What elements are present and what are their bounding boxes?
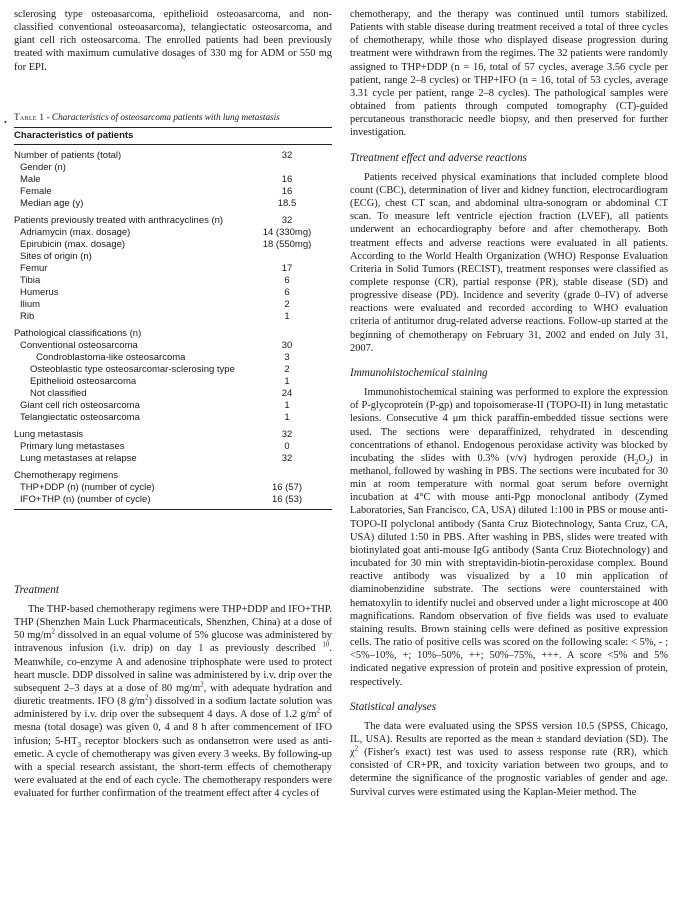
row-value: 3 <box>284 351 290 363</box>
table1 <box>14 127 332 510</box>
row-value: 32 <box>281 428 293 440</box>
row-label: Femur <box>20 262 48 274</box>
row-value: 16 <box>281 185 293 197</box>
row-label: Sites of origin (n) <box>20 250 92 262</box>
table-row <box>14 424 332 441</box>
row-value: 6 <box>284 274 290 286</box>
table-row <box>14 453 332 465</box>
row-label: Osteoblastic type osteosarcomar-sclerosing type <box>30 363 235 375</box>
row-value <box>242 323 332 340</box>
table-row <box>14 227 332 239</box>
row-value: 32 <box>281 149 293 161</box>
table-row <box>14 275 332 287</box>
row-value: 1 <box>284 399 290 411</box>
table-row <box>14 144 332 162</box>
effect-paragraph: Patients received physical examinations that included complete blood count (CBC), determination of liver and kidney function, electrocardiogram (ECG), chest CT scan, and abdominal ultra-sonogram or abdominal CT scan. To measure left ventricle ejection fraction (LVEF), all patients underwent an echocardiography before and after chemotherapy. Both treatment effects and adverse reactions were evaluated in all patients. According to the World Health Organization (WHO) Response Evaluation Criteria in Solid Tumors (RECIST), treatment responses were classified as complete response (CR), partial response (PR), stable disease (SD) and progressive disease (PD). Incidence and severity (grade 0–IV) of adverse reactions were evaluated and recorded according to WHO evaluation criteria of antitumor drug-related adverse reactions. Follow-up started at the beginning of chemotherapy on February 31, 2002 and ended on July 31, 2007. <box>350 171 668 354</box>
row-label: THP+DDP (n) (number of cycle) <box>20 481 155 493</box>
table-row <box>14 412 332 424</box>
table-row <box>14 287 332 299</box>
row-label: Not classified <box>30 387 87 399</box>
row-value: 30 <box>281 339 293 351</box>
table-row <box>14 388 332 400</box>
row-value: 1 <box>284 310 290 322</box>
table-row <box>14 441 332 453</box>
row-label: Ilium <box>20 298 41 310</box>
row-label: Humerus <box>20 286 59 298</box>
row-label: Telangiectatic osteosarcoma <box>20 411 140 423</box>
table-row <box>14 352 332 364</box>
treatment-paragraph: The THP-based chemotherapy regimens were THP+DDP and IFO+THP. THP (Shenzhen Main Luck Pharmaceuticals, Shenzhen, China) at a dose of 50 $mg/m^2$ dissolved in an equal volume of 5% glucose was administered by intravenous infusion (i.v. drip) on day 1 as previously described $^{10}$. Meanwhile, co-enzyme A and adenosine triphosphate were used to protect heart muscle. DDP dissolved in saline was administered by i.v. drip over the subsequent 2–3 days at a dose of 80 $mg/m^2$, with adequate hydration and diuretic treatments. IFO (8 $g/m^2$) dissolved in a sodium lactate solution was administered by i.v. drip over the subsequent 4 days. A dose of 1.2 $g/m^2$ of mesna (total dosage) was given 0, 4 and 8 h after commencement of IFO infusion; $5-HT_3$ receptor blockers such as ondansetron were used as anti-emetic. A cycle of chemotherapy was given every 3 weeks. By following-up with a special research assistant, the short-term effects of chemotherapy were evaluated at the end of each cycle. The chemotherapy responders were evaluated for further confirmation of the treatment effect after 4 cycles of <box>14 603 332 800</box>
table1-header: Characteristics of patients <box>14 127 332 144</box>
ihc-paragraph: Immunohistochemical staining was performed to explore the expression of P-glycoprotein (P-gp) and topoisomerase-II (TOPO-II) in lung metastatic lesions. Consecutive 4 μm thick paraffin-embedded tissue sections were used. The sections were deparaffinized, rehydrated in descending concentrations of ethanol. Endogenous peroxidase activity was blocked by incubating the slides with 0.3% (v/v) hydrogen peroxide $(H_2O_2)$ in methanol, followed by washing in PBS. The sections were incubated for 30 min at room temperature with normal goat serum before overnight incubation at 4°C with mouse anti-Pgp monoclonal antibody (Zymed Laboratories, San Francisco, CA, USA) diluted 1:100 in PBS or mouse anti-TOPO-II polyclonal antibody (Santa Cruz Biotechnology, Santa Cruz, CA, USA) diluted 1:50 in PBS. After washing in PBS, slides were treated with biotinylated goat anti-mouse IgG antibody (Santa Cruz Biotechnology) and incubated for 30 min with streptavidin-biotin-peroxidase complex. Bound reactive antibody was visualized by a 10 min application of diaminobenzidine substrate. The sections were counterstained with hematoxylin to identify nuclei and observed under a light microscope at 400 magnifications. Random observation of five fields was used to evaluate staining results. Brown staining cells were defined as positive expression cells. The ratio of positive cells was scored on the following scale: < 5%, - ; <5%–10%, +; 10%–50%, ++; 50%–75%, +++. A score <5% and 5% indicated negative expression of protein and positive expression of protein, respectively. <box>350 387 668 688</box>
row-value <box>242 162 332 174</box>
table1-caption-text: - Characteristics of osteosarcoma patients with lung metastasis <box>44 111 280 122</box>
row-value <box>242 465 332 482</box>
row-label: Chemotherapy regimens <box>14 469 119 481</box>
row-value: 1 <box>284 411 290 423</box>
row-label: Number of patients (total) <box>14 149 122 161</box>
row-label: Condroblastoma-like osteosarcoma <box>36 351 186 363</box>
ihc-heading: Immunohistochemical staining <box>350 366 488 379</box>
row-label: Pathological classifications (n) <box>14 327 142 339</box>
left-column <box>14 8 332 800</box>
table-row <box>14 340 332 352</box>
row-value: 24 <box>281 387 293 399</box>
row-label: Adriamycin (max. dosage) <box>20 226 131 238</box>
left-intro-paragraph: sclerosing type osteoasarcoma, epithelioid osteoasarcoma, and non-classified conventional osteoasarcoma), telangiectatic osteosarcoma, and giant cell rich osteosarcoma. The enrolled patients had been previously treated with maximum cumulative dosages of 330 mg for ADM or 550 mg for EPI. <box>14 9 332 73</box>
row-value: 14 (330mg) <box>262 226 312 238</box>
table-row <box>14 251 332 263</box>
row-label: Epithelioid osteosarcoma <box>30 375 137 387</box>
row-label: Giant cell rich osteosarcoma <box>20 399 140 411</box>
right-intro-paragraph: chemotherapy, and the therapy was continued until tumors stabilized. Patients with stable disease during treatment received a total of three cycles of chemotherapy, while those who displayed disease progression during treatment were withdrawn from the regimes. The 32 patients were randomly assigned to THP+DDP (n = 16, total of 57 cycles, average 3.56 cycle per patient, range 2–8 cycles) or THP+IFO (n = 16, total of 53 cycles, average 3.31 cycle per patient, range 2–8 cycles). The pathological samples were obtained from patients through computed tomography (CT)-guided percutaneous transthoracic needle biopsy, and then preserved for further investigation. <box>350 9 668 139</box>
treatment-heading: Treatment <box>14 583 59 596</box>
row-label: Gender (n) <box>20 161 66 173</box>
table-row <box>14 494 332 510</box>
table-row <box>14 400 332 412</box>
row-value: 17 <box>281 262 293 274</box>
row-value: 2 <box>284 298 290 310</box>
stats-heading: Statistical analyses <box>350 700 437 713</box>
row-value: 18.5 <box>277 197 297 209</box>
table-row <box>14 162 332 174</box>
row-value: 32 <box>281 452 293 464</box>
right-column <box>350 8 668 799</box>
table-row <box>14 186 332 198</box>
row-label: Female <box>20 185 52 197</box>
row-label: Lung metastasis <box>14 428 84 440</box>
row-value: 16 <box>281 173 293 185</box>
table-row <box>14 210 332 227</box>
margin-mark: • <box>4 118 7 127</box>
table-row <box>14 376 332 388</box>
row-label: Epirubicin (max. dosage) <box>20 238 126 250</box>
row-value: 18 (550mg) <box>262 238 312 250</box>
table-row <box>14 364 332 376</box>
row-label: Median age (y) <box>20 197 84 209</box>
table-row <box>14 198 332 210</box>
table-row <box>14 239 332 251</box>
effect-heading: Ttreatment effect and adverse reactions <box>350 151 527 164</box>
table-row <box>14 482 332 494</box>
row-label: Patients previously treated with anthracyclines (n) <box>14 214 224 226</box>
table1-caption <box>14 112 332 123</box>
table-row <box>14 465 332 482</box>
row-label: Primary lung metastases <box>20 440 125 452</box>
row-value: 6 <box>284 286 290 298</box>
row-value: 1 <box>284 375 290 387</box>
row-value <box>242 251 332 263</box>
row-label: Conventional osteosarcoma <box>20 339 138 351</box>
stats-paragraph: The data were evaluated using the SPSS version 10.5 (SPSS, Chicago, IL, USA). Results are reported as the mean ± standard deviation (SD). The $\chi^2$ (Fisher's exact) test was used to assess response rate (RR), which consisted of CR+PR, and toxicity variation between two groups, and to determine the significance of the prognostic variables of gender and age. Survival curves were estimated using the Kaplan-Meier method. The <box>350 720 668 798</box>
table1-label: Table 1 <box>14 111 45 122</box>
table-row <box>14 263 332 275</box>
row-value: 0 <box>284 440 290 452</box>
table-row <box>14 299 332 311</box>
row-label: Lung metastases at relapse <box>20 452 137 464</box>
row-value: 16 (57) <box>271 481 303 493</box>
row-value: 2 <box>284 363 290 375</box>
row-label: Tibia <box>20 274 41 286</box>
row-label: Male <box>20 173 41 185</box>
table-row <box>14 311 332 323</box>
row-value: 32 <box>281 214 293 226</box>
table-row <box>14 174 332 186</box>
row-label: IFO+THP (n) (number of cycle) <box>14 494 242 510</box>
row-value: 16 (53) <box>242 494 332 510</box>
table-row <box>14 323 332 340</box>
row-label: Rib <box>20 310 35 322</box>
